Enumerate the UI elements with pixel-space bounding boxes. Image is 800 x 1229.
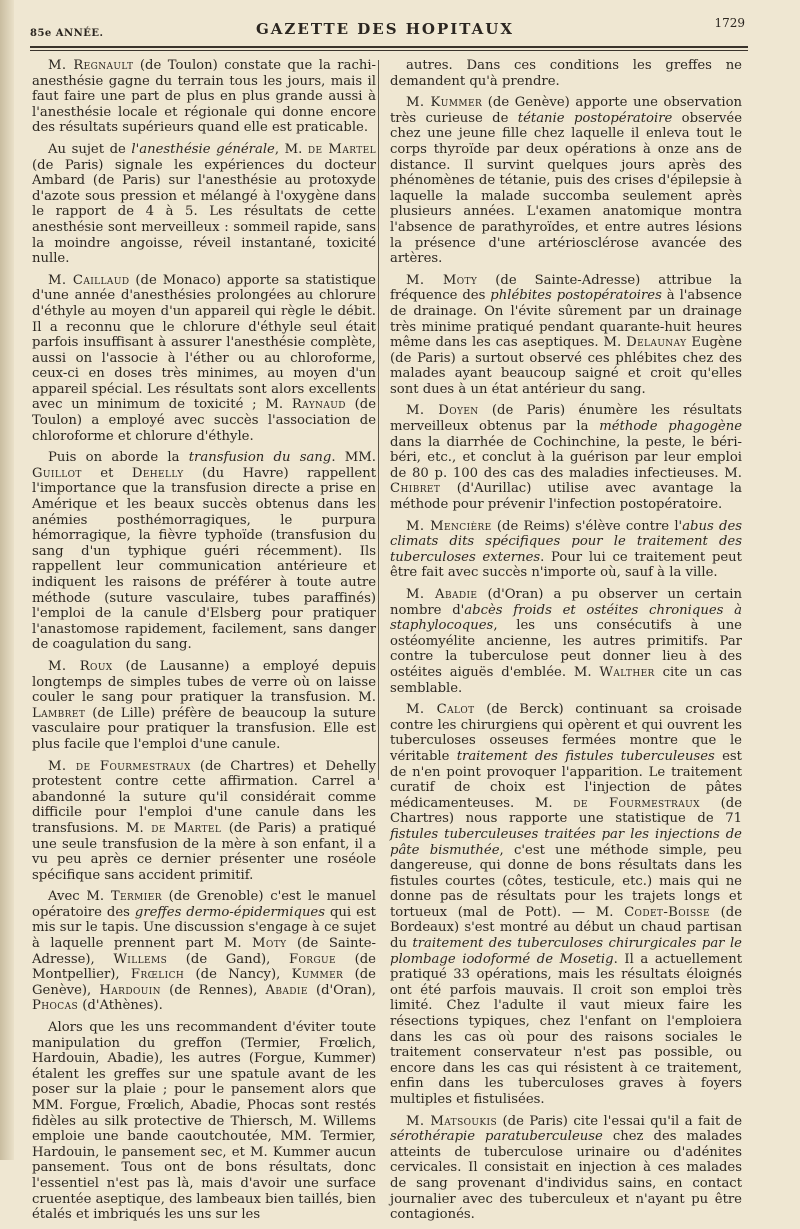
author-name: Termier [110,889,162,905]
author-name: M. Mencière [406,518,492,534]
paragraph [390,95,742,267]
author-name: M. Caillaud [48,272,130,288]
paragraph-text: Au sujet de [48,141,132,157]
page-binding-edge [0,0,14,1160]
paragraph [390,702,742,1107]
paragraph [32,759,376,884]
author-name: Frœlich [130,967,185,983]
paragraph-text: (de Bordeaux) s'est montré au début un chaud partisan du [390,904,742,952]
author-name: Raynaud [291,397,346,413]
paragraph-text: Eugène (de Paris) a surtout observé ces phlébites chez des malades ayant beaucoup saigné et croit qu'elles sont dues à un état antérieur du sang. [390,335,743,397]
header-rule-thin [30,50,748,51]
author-name: Abadie [265,982,308,998]
paragraph-text: (de Rennes), [160,982,266,998]
author-name: Willems [113,951,168,967]
topic-italic: abus des climats dits spécifiques pour le traitement des tuberculoses externes [390,518,743,565]
paragraph-text: (de Toulon) constate que la rachi-anesthésie gagne du terrain tous les jours, mais il faut faire une part de plus en plus grande aussi à l'anesthésie locale et régionale qui donne encore des résultats supérieurs quand elle est praticable. [32,58,376,136]
paragraph [32,273,376,445]
paragraph-text: , M. [274,141,308,157]
author-name: M. Abadie [406,587,478,602]
paragraph [390,58,742,89]
author-name: M. Calot [406,702,475,718]
topic-italic: traitement des fistules tuberculeuses [456,748,715,764]
author-name: M. Roux [48,658,113,674]
author-name: Chibret [390,481,441,497]
right-column [390,58,742,1229]
topic-italic: fistules tuberculeuses traitées par les injections de pâte bismuthée [390,826,742,858]
paragraph-text: (de Montpellier), [32,951,376,983]
author-name: Forgue [288,951,337,967]
paragraph-text: . Il a actuellement pratiqué 33 opérations, mais les résultats éloignés ont été parfois mauvais. Il croit son emploi très limité. Chez l'adulte il vaut mieux faire les résections typiques, chez l'enfant on l'emploiera dans les cas où pour des raisons sociales le traitement conservateur n'est pas possible, ou encore dans les cas qui résistent à ce traitement, enfin dans les tuberculoses graves à foyers multiples et fistulisées. [390,951,743,1107]
paragraph-text: (de Chartres) et Dehelly protestent contre cette affirmation. Carrel a abandonné la suture qu'il considérait comme difficile pour l'emploi d'une canule dans les transfusions. M. [32,758,376,836]
paragraph-text: (de Monaco) apporte sa statistique d'une année d'anesthésies prolongées au chlorure d'éthyle au moyen d'un appareil qui règle le débit. Il a reconnu que le chlorure d'éthyle seul était parfois insuffisant à assurer l'anesthésie complète, aussi on l'associe à l'éther ou au chloroforme, ceux-ci en doses très minimes, au moyen d'un appareil spécial. Les résultats sont alors excellents avec un minimum de toxicité ; M. [32,272,376,413]
paragraph-text: (de Berck) continuant sa croisade contre les chirurgiens qui opèrent et qui ouvrent les tuberculoses osseuses fermées montre que le véritable [390,702,742,764]
paragraph [32,1020,376,1223]
author-name: Hardouin [99,982,161,998]
paragraph-text: chez des malades atteints de tuberculose urinaire ou d'adénites cervicales. Il consistait en injection à ces malades de sang provenant d'individus sains, en contact journalier avec des tuberculeux et n'ayant pu être contagionés. [390,1129,742,1223]
author-name: Lambret [32,705,86,721]
topic-italic: phlébites postopératoires [490,288,662,304]
paragraph-text: (du Havre) rappellent l'importance que la transfusion directe a prise en Amérique et les beaux succès obtenus dans les anémies posthémorragiques, le purpura hémorragique, la fièvre typhoïde (transfusion du sang d'un typhique guéri récemment). Ils rappellent leur communication antérieure et indiquent les raisons de préférer à toute autre méthode (suture vasculaire, tubes paraffinés) l'emploi de la canule d'Elsberg pour pratiquer l'anastomose rapidement, facilement, sans danger de coagulation du sang. [32,465,376,653]
paragraph-text: (de Genève), [32,967,376,998]
paragraph [390,403,742,512]
topic-italic: l'anesthésie générale [131,141,275,157]
paragraph-text: , les uns consécutifs à une ostéomyélite ancienne, les autres primitifs. Par contre la tuberculose peut donner lieu à des ostéites aiguës d'emblée. M. [390,618,742,680]
author-name: M. Regnault [48,58,134,73]
paragraph-text: (d'Oran), [307,982,376,998]
paragraph-text: autres. Dans ces conditions les greffes ne demandent qu'à prendre. [390,58,742,89]
paragraph-text: à l'absence de drainage. On l'évite sûrement par un drainage très minime pratiqué pendant quarante-huit heures même dans les cas aseptiques. M. [390,288,742,351]
paragraph-text: (d'Aurillac) utilise avec avantage la méthode pour prévenir l'infection postopératoire. [390,481,742,513]
author-name: de Martel [307,141,376,157]
paragraph [390,273,742,398]
paragraph-text: (de Gand), [167,951,289,967]
author-name: Codet-Boisse [624,904,710,920]
paragraph-text: dans la diarrhée de Cochinchine, la peste, le béri-béri, etc., et conclut à la guérison par leur emploi de 80 p. 100 des cas des maladies infectieuses. M. [390,434,742,481]
header-rule-thick [30,46,748,48]
paragraph-text: (de Sainte-Adresse) attribue la fréquence des [390,272,743,304]
paragraph-text: (de Genève) apporte une observation très curieuse de [390,95,742,126]
topic-italic: traitement des tuberculoses chirurgicales par le plombage iodoformé de Mosetig [390,936,742,967]
journal-title: GAZETTE DES HOPITAUX [255,20,514,38]
paragraph [32,58,376,136]
paragraph-text: (de Paris) a pratiqué une seule transfusion de la mère à son enfant, il a vu peu après ce dernier présenter une roséole spécifique sans accident primitif. [32,820,377,883]
topic-italic: tétanie postopératoire [517,110,673,126]
author-name: Moty [252,936,287,952]
paragraph-text: observée chez une jeune fille chez laquelle il enleva tout le corps thyroïde par deux opérations à onze ans de distance. Il survint quelques jours après des phénomènes de tétanie, puis des crises d'épilepsie à laquelle la malade succomba seulement après plusieurs années. L'examen anatomique montra l'absence de parathyroïdes, et entre autres lésions la présence d'une artériosclérose avancée des artères. [390,110,742,267]
paragraph-text: , c'est une méthode simple, peu dangereuse, qui donne de bons résultats dans les fistules courtes (côtes, testicule, etc.) mais qui ne donne pas de résultats pour les trajets longs et tortueux (mal de Pott). — M. [390,842,742,920]
paragraph [32,450,376,653]
author-name: Dehelly [131,465,184,481]
topic-italic: abcès froids et ostéites chroniques à staphylocoques [390,602,742,634]
paragraph-text: (de Lausanne) a employé depuis longtemps de simples tubes de verre où on laisse couler le sang pour pratiquer la transfusion. M. [32,658,376,706]
paragraph [32,659,376,753]
author-name: Guillot [32,465,82,481]
author-name: de Martel [151,820,222,836]
author-name: Walther [599,664,655,680]
topic-italic: transfusion du sang [188,450,332,466]
paragraph [32,142,376,267]
year-label: 85e ANNÉE. [30,28,104,39]
paragraph-text: (de Paris) signale les expériences du docteur Ambard (de Paris) sur l'anesthésie au protoxyde d'azote sous pression et mélangé à l'oxygène dans le rapport de 4 à 5. Les résultats de cette anesthésie sont merveilleux : sommeil rapide, sans la moindre angoisse, réveil instantané, toxicité nulle. [32,157,376,267]
left-column [32,58,376,1229]
paragraph-text: (d'Athènes). [78,998,163,1014]
author-name: M. Moty [406,272,478,288]
author-name: de Fourmestraux [573,795,700,811]
paragraph-text: . MM. [331,450,376,466]
paragraph-text: (de Lille) préfère de beaucoup la suture vasculaire pour pratiquer la transfusion. Elle est plus facile que l'emploi d'une canule. [32,705,376,752]
paragraph-text: (de Paris) cite l'essai qu'il a fait de [497,1113,742,1129]
paragraph [390,1114,742,1223]
author-name: Kummer [291,967,344,983]
author-name: Phocas [32,998,79,1014]
page-number: 1729 [714,16,745,30]
author-name: M. Doyen [406,403,479,419]
topic-italic: méthode phagogène [599,419,743,435]
paragraph-text: (d'Oran) a pu observer un certain nombre d' [390,587,742,618]
paragraph-text: est de n'en point provoquer l'apparition. Le traitement curatif de choix est l'injection de pâtes médicamenteuses. M. [390,748,742,811]
paragraph-text: Puis on aborde la [48,450,189,466]
paragraph [390,587,742,696]
paragraph-text: (de Grenoble) c'est le manuel opératoire des [32,889,376,920]
author-name: M. Matsoukis [406,1113,498,1129]
paragraph-text: cite un cas semblable. [390,664,742,696]
paragraph-text: (de Chartres) nous rapporte une statistique de 71 [390,795,742,827]
paragraph-text: (de Sainte-Adresse), [32,936,376,967]
paragraph-text: (de Reims) s'élève contre l' [491,518,683,534]
topic-italic: greffes dermo-épidermiques [134,904,326,920]
author-name: M. de Fourmestraux [48,758,191,774]
paragraph-text: (de Paris) énumère les résultats merveilleux obtenus par la [390,403,742,435]
paragraph [32,889,376,1014]
author-name: M. Kummer [406,95,483,111]
paragraph-text: (de Toulon) a employé avec succès l'association de chloroforme et chlorure d'éthyle. [32,397,376,444]
paragraph-text: Alors que les uns recommandent d'éviter toute manipulation du greffon (Termier, Frœlich, Hardouin, Abadie), les autres (Forgue, Kummer) étalent les greffes sur une spatule avant de les poser sur la plaie ; pour le pansement alors que MM. Forgue, Frœlich, Abadie, Phocas sont restés fidèles au silk protective de Thiersch, M. Willems emploie une bande caoutchoutée, MM. Termier, Hardouin, le pansement sec, et M. Kummer aucun pansement. Tous ont de bons résultats, donc l'essentiel n'est pas là, mais d'avoir une surface cruentée aseptique, des lambeaux bien taillés, bien étalés et imbriqués les uns sur les [32,1020,376,1223]
paragraph-text: et [81,465,132,481]
topic-italic: sérothérapie paratuberculeuse [390,1129,603,1145]
page-header [30,10,745,48]
paragraph [390,519,742,581]
paragraph-text: Avec M. [48,889,111,905]
paragraph-text: (de Nancy), [184,967,292,983]
paragraph-text: qui est mis sur le tapis. Une discussion s'engage à ce sujet à laquelle prennent part M. [32,904,376,952]
column-divider [378,60,379,780]
paragraph-text: . Pour lui ce traitement peut être fait avec succès n'importe où, sauf à la ville. [390,549,742,581]
author-name: Delaunay [626,335,687,351]
